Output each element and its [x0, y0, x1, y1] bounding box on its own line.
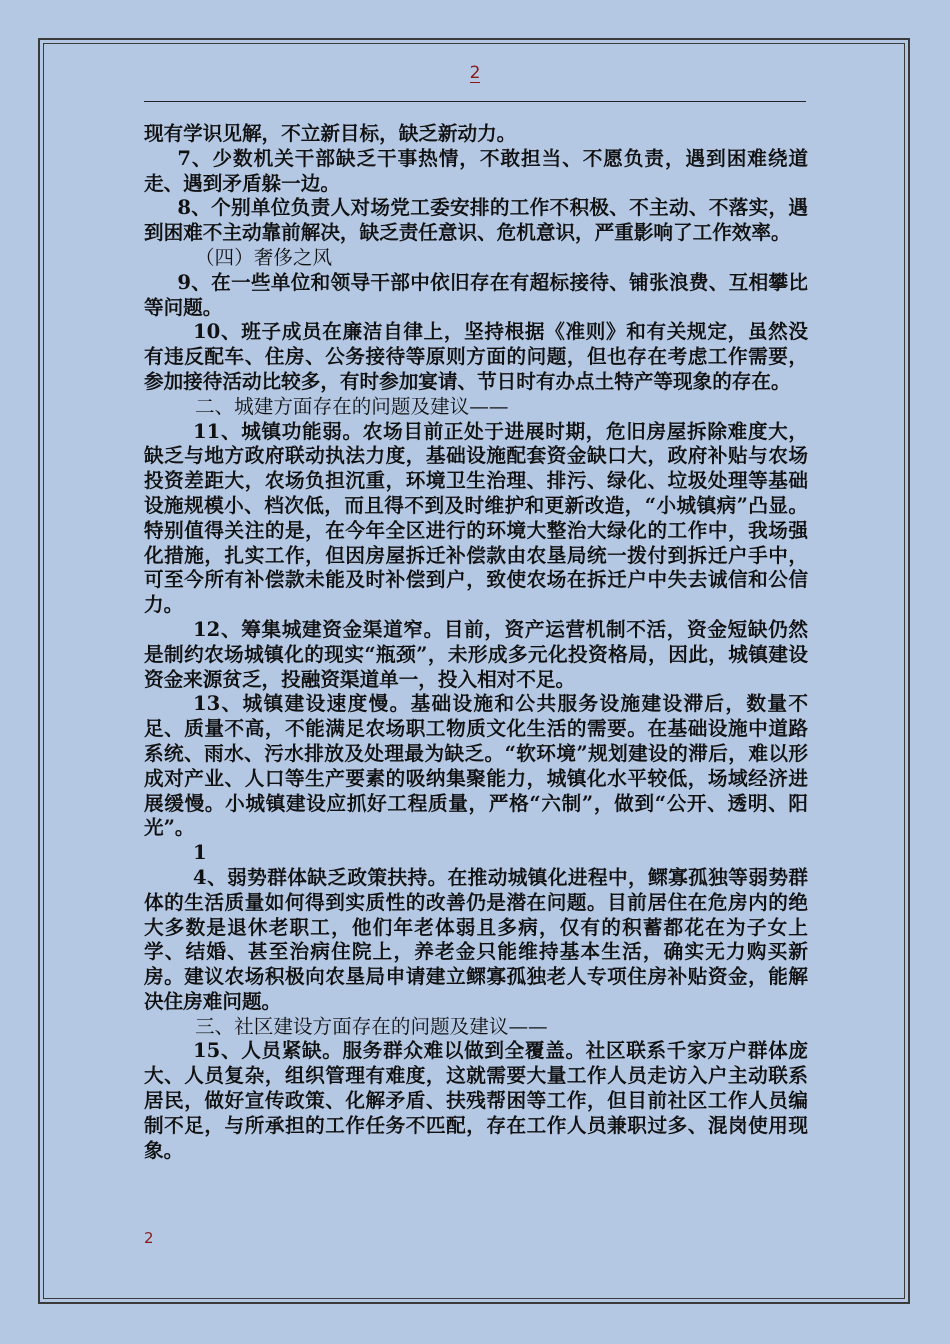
paragraph: 4、弱势群体缺乏政策扶持。在推动城镇化进程中，鳏寡孤独等弱势群体的生活质量如何得到实质性的改善仍是潜在问题。目前居住在危房内的绝大多数是退休老职工，他们年老体弱且多病，仅有的积蓄都花在为子女上学、结婚、甚至治病住院上，养老金只能维持基本生活，确实无力购买新房。建议农场积极向农垦局申请建立鳏寡孤独老人专项住房补贴资金，能解决住房难问题。: [144, 865, 808, 1013]
section-heading: 二、城建方面存在的问题及建议——: [194, 394, 509, 418]
paragraph: 12、筹集城建资金渠道窄。目前，资产运营机制不活，资金短缺仍然是制约农场城镇化的现实“瓶颈”，未形成多元化投资格局，因此，城镇建设资金来源贫乏，投融资渠道单一，投入相对不足。: [144, 617, 808, 691]
header-page-number: 2: [469, 63, 481, 83]
section-heading: （四）奢侈之风: [194, 245, 333, 269]
paragraph: 9、在一些单位和领导干部中依旧存在有超标接待、铺张浪费、互相攀比等问题。: [144, 270, 808, 319]
paragraph: 10、班子成员在廉洁自律上，坚持根据《准则》和有关规定，虽然没有违反配车、住房、公务接待等原则方面的问题，但也存在考虑工作需要，参加接待活动比较多，有时参加宴请、节日时有办点土特产等现象的存在。: [144, 320, 808, 393]
paragraph: 8、个别单位负责人对场党工委安排的工作不积极、不主动、不落实，遇到困难不主动靠前解决，缺乏责任意识、危机意识，严重影响了工作效率。: [144, 196, 808, 245]
footer-page-number: 2: [144, 1229, 154, 1247]
paragraph-fragment: 1: [193, 841, 207, 865]
paragraph: 15、人员紧缺。服务群众难以做到全覆盖。社区联系千家万户群体庞大、人员复杂，组织管理有难度，这就需要大量工作人员走访入户主动联系居民，做好宣传政策、化解矛盾、扶残帮困等工作，但目前社区工作人员编制不足，与所承担的工作任务不匹配，存在工作人员兼职过多、混岗使用现象。: [144, 1039, 808, 1162]
section-heading: 三、社区建设方面存在的问题及建议——: [194, 1014, 548, 1038]
document-body: [144, 122, 808, 1163]
paragraph: 13、城镇建设速度慢。基础设施和公共服务设施建设滞后，数量不足、质量不高，不能满足农场职工物质文化生活的需要。在基础设施中道路系统、雨水、污水排放及处理最为缺乏。“软环境”规划建设的滞后，难以形成对产业、人口等生产要素的吸纳集聚能力，城镇化水平较低，场域经济进展缓慢。小城镇建设应抓好工程质量，严格“六制”，做到“公开、透明、阳光”。: [144, 692, 808, 840]
paragraph: 现有学识见解，不立新目标，缺乏新动力。: [144, 122, 517, 145]
paragraph: 7、少数机关干部缺乏干事热情，不敢担当、不愿负责，遇到困难绕道走、遇到矛盾躲一边。: [144, 146, 808, 195]
header-divider: [144, 101, 806, 102]
paragraph: 11、城镇功能弱。农场目前正处于进展时期，危旧房屋拆除难度大，缺乏与地方政府联动执法力度，基础设施配套资金缺口大，政府补贴与农场投资差距大，农场负担沉重，环境卫生治理、排污、绿化、垃圾处理等基础设施规模小、档次低，而且得不到及时维护和更新改造，“小城镇病”凸显。特别值得关注的是，在今年全区进行的环境大整治大绿化的工作中，我场强化措施，扎实工作，但因房屋拆迁补偿款由农垦局统一拨付到拆迁户手中，可至今所有补偿款未能及时补偿到户，致使农场在拆迁户中失去诚信和公信力。: [144, 419, 808, 617]
